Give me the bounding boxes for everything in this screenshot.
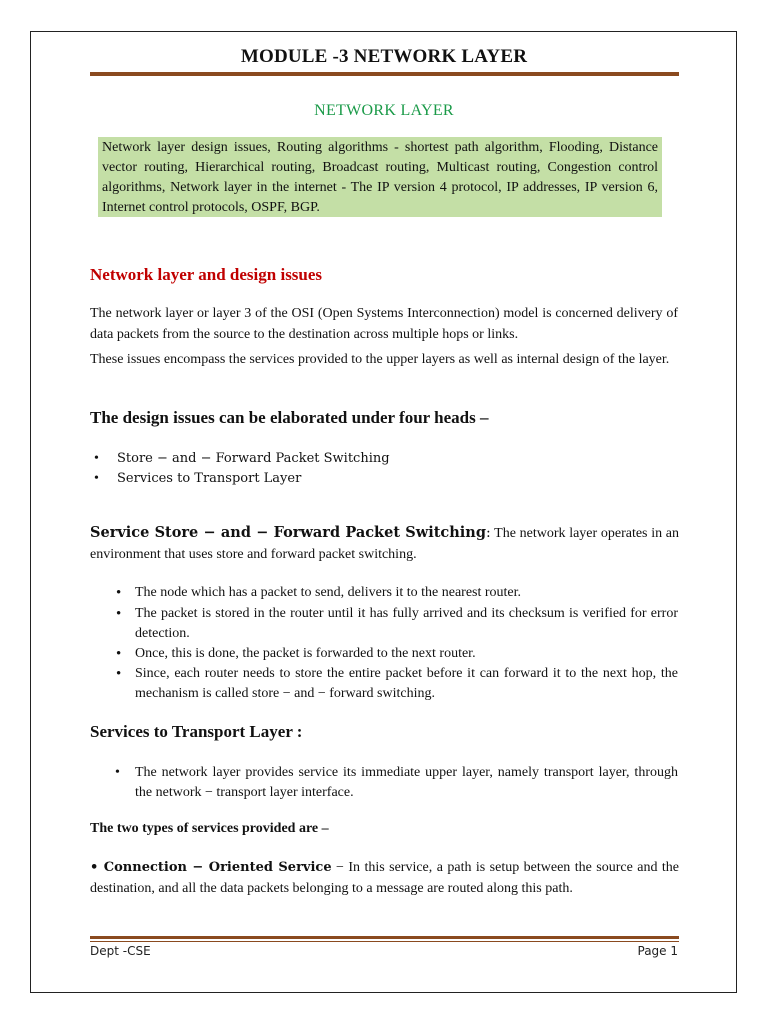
section-title: NETWORK LAYER — [314, 102, 454, 119]
list-item — [116, 644, 678, 664]
design-issues-para-1: The network layer or layer 3 of the OSI (Open Systems Interconnection) model is concerned delivery of data packets from the source to the destination across multiple hops or links. — [90, 306, 678, 342]
transport-list — [115, 763, 678, 803]
four-heads-list — [94, 449, 677, 489]
store-forward-colon: : — [486, 525, 491, 541]
connection-oriented-para — [90, 858, 679, 899]
bullet-icon: • — [116, 646, 122, 662]
transport-heading: Services to Transport Layer : — [90, 722, 303, 741]
list-item-label: The network layer provides service its immediate upper layer, namely transport layer, through the network − transport layer interface. — [135, 765, 678, 800]
footer-page-number: Page 1 — [637, 944, 678, 958]
four-heads-heading: The design issues can be elaborated under four heads – — [90, 408, 489, 427]
list-item — [116, 604, 678, 644]
bullet-icon: • — [115, 765, 120, 780]
list-item — [116, 583, 678, 603]
bullet-icon: • — [94, 451, 99, 466]
design-issues-heading: Network layer and design issues — [90, 265, 323, 284]
bullet-icon: • — [116, 606, 122, 622]
syllabus-box: Network layer design issues, Routing algorithms - shortest path algorithm, Flooding, Distance vector routing, Hierarchical routing, Broadcast routing, Multicast routing, Congestion control algorithms, Network layer in the internet - The IP version 4 protocol, IP addresses, IP version 6, Internet control protocols, OSPF, BGP. — [98, 137, 662, 217]
footer-dept: Dept -CSE — [90, 944, 151, 958]
store-forward-rest: The network layer operates in an environment that uses store and forward packet switching. — [90, 526, 679, 562]
list-item — [115, 763, 678, 803]
connection-oriented-rest: − In this service, a path is setup between the source and the destination, and all the data packets belonging to a message are routed along this path. — [90, 860, 679, 896]
list-item — [94, 449, 677, 469]
list-item — [116, 664, 678, 704]
store-forward-list — [116, 583, 678, 704]
footer-rule-thin — [90, 941, 679, 942]
list-item-label: The packet is stored in the router until it has fully arrived and its checksum is verified for error detection. — [135, 606, 678, 641]
header-rule — [90, 72, 679, 76]
connection-oriented-lead: • Connection − Oriented Service — [90, 860, 332, 875]
service-types-heading: The two types of services provided are – — [90, 821, 329, 836]
bullet-icon: • — [116, 666, 122, 682]
list-item-label: Since, each router needs to store the entire packet before it can forward it to the next hop, the mechanism is called store − and − forward switching. — [135, 666, 678, 701]
list-item-label: Once, this is done, the packet is forwarded to the next router. — [135, 646, 476, 661]
bullet-icon: • — [116, 585, 122, 601]
store-forward-para — [90, 523, 679, 565]
list-item — [94, 469, 677, 489]
list-item-label: Store − and − Forward Packet Switching — [117, 451, 390, 466]
list-item-label: Services to Transport Layer — [117, 471, 302, 486]
list-item-label: The node which has a packet to send, delivers it to the nearest router. — [135, 585, 522, 600]
page-title: MODULE -3 NETWORK LAYER — [240, 46, 528, 67]
footer-rule — [90, 936, 679, 939]
store-forward-lead: Service Store − and − Forward Packet Switching — [90, 524, 486, 541]
bullet-icon: • — [94, 471, 99, 486]
design-issues-para-2: These issues encompass the services provided to the upper layers as well as internal design of the layer. — [90, 352, 670, 367]
